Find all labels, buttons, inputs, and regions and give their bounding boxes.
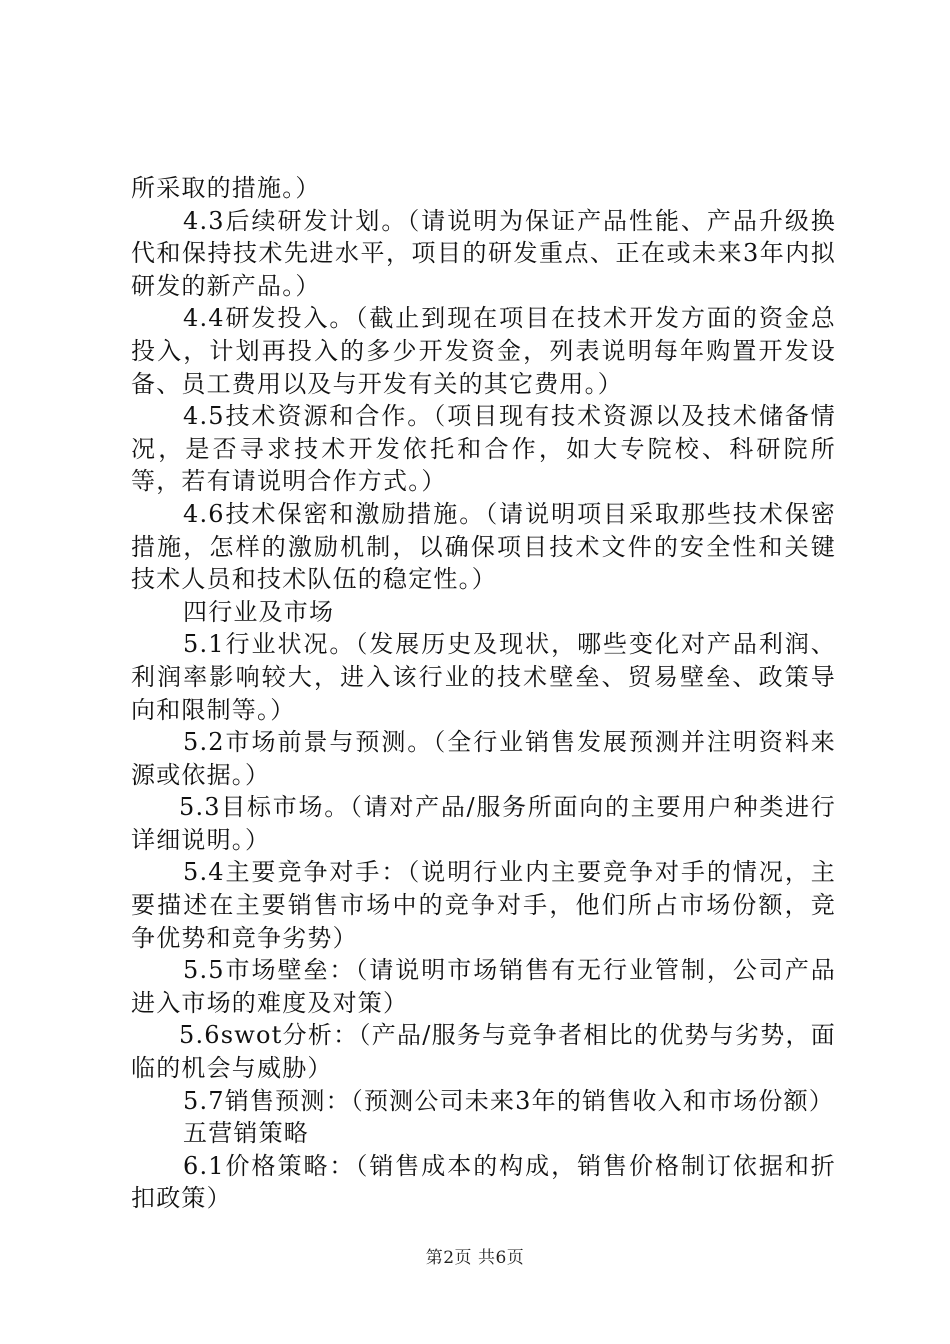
paragraph-4-6: 4.6技术保密和激励措施。（请说明项目采取那些技术保密措施，怎样的激励机制，以确保项目技术文件的安全性和关键技术人员和技术队伍的稳定性。） — [131, 499, 836, 594]
paragraph-5-6: 5.6swot分析：（产品/服务与竞争者相比的优势与劣势，面临的机会与威胁） — [131, 1021, 836, 1083]
paragraph-4-5: 4.5技术资源和合作。（项目现有技术资源以及技术储备情况，是否寻求技术开发依托和合作，如大专院校、科研院所等，若有请说明合作方式。） — [131, 402, 836, 496]
paragraph-continuation: 所采取的措施。） — [131, 174, 321, 202]
page-footer — [0, 1243, 950, 1268]
paragraph-5-7: 5.7销售预测：（预测公司未来3年的销售收入和市场份额） — [183, 1086, 835, 1115]
paragraph-4-3: 4.3后续研发计划。（请说明为保证产品性能、产品升级换代和保持技术先进水平，项目的研发重点、正在或未来3年内拟研发的新产品。） — [131, 206, 836, 300]
paragraph-5-4: 5.4主要竞争对手：（说明行业内主要竞争对手的情况，主要描述在主要销售市场中的竞争对手，他们所占市场份额，竞争优势和竞争劣势） — [131, 858, 836, 952]
document-body — [131, 172, 836, 1215]
paragraph-5-5: 5.5市场壁垒：（请说明市场销售有无行业管制，公司产品进入市场的难度及对策） — [131, 956, 836, 1017]
paragraph-5-2: 5.2市场前景与预测。（全行业销售发展预测并注明资料来源或依据。） — [131, 728, 836, 789]
paragraph-6-1: 6.1价格策略：（销售成本的构成，销售价格制订依据和折扣政策） — [131, 1151, 836, 1213]
section-heading-marketing-strategy: 五营销策略 — [183, 1119, 309, 1148]
paragraph-4-4: 4.4研发投入。（截止到现在项目在技术开发方面的资金总投入，计划再投入的多少开发资金，列表说明每年购置开发设备、员工费用以及与开发有关的其它费用。） — [131, 304, 836, 398]
page-number-label: 第2页 共6页 — [425, 1248, 525, 1268]
section-heading-industry-market: 四行业及市场 — [183, 597, 335, 626]
paragraph-5-3: 5.3目标市场。（请对产品/服务所面向的主要用户种类进行详细说明。） — [131, 793, 836, 854]
paragraph-5-1: 5.1行业状况。（发展历史及现状，哪些变化对产品利润、利润率影响较大，进入该行业的技术壁垒、贸易壁垒、政策导向和限制等。） — [131, 630, 836, 724]
